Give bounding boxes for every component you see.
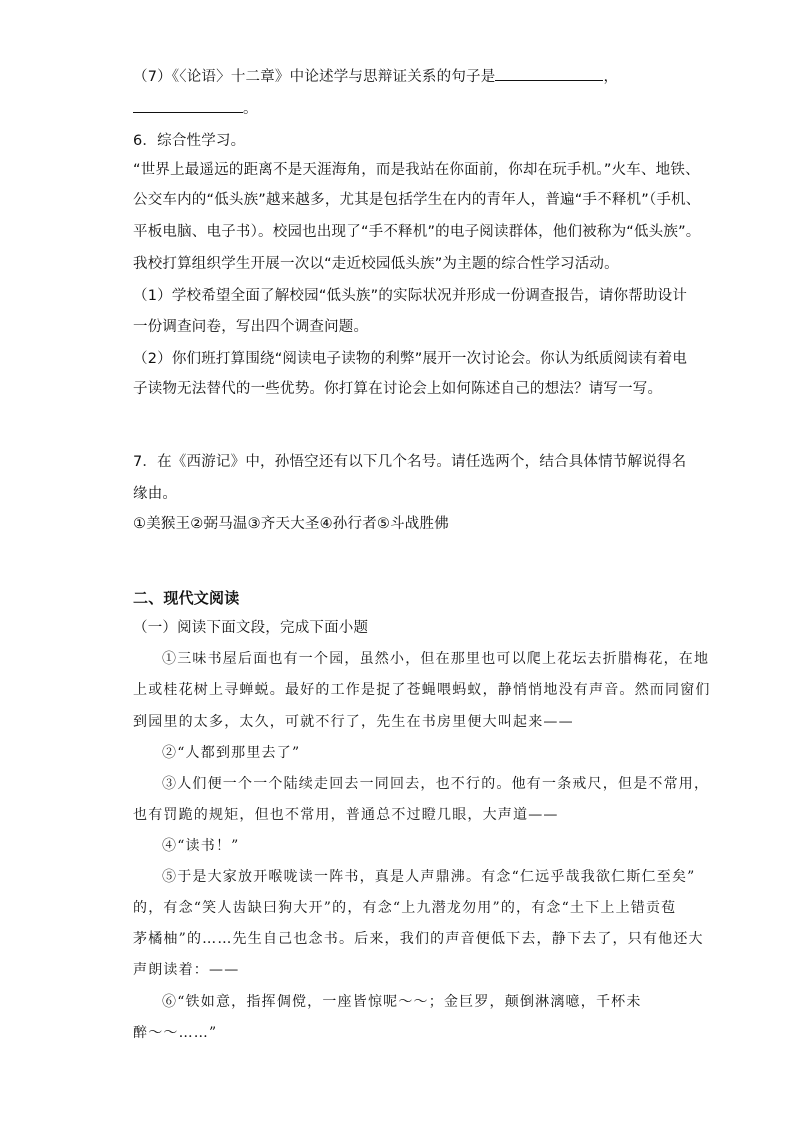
passage-line: 醉～～……” <box>133 1025 218 1041</box>
question-5-7-comma: ， <box>603 69 619 85</box>
passage-line: 茅橘柚”的……先生自己也念书。后来，我们的声音便低下去，静下去了，只有他还大 <box>133 931 704 947</box>
passage-line: ⑤于是大家放开喉咙读一阵书，真是人声鼎沸。有念“仁远乎哉我欲仁斯仁至矣” <box>162 869 696 885</box>
question-5-7 <box>133 66 618 88</box>
passage-line: 到园里的太多，太久，可就不行了，先生在书房里便大叫起来—— <box>133 714 574 730</box>
passage-line: 的，有念“笑人齿缺曰狗大开”的，有念“上九潜龙勿用”的，有念“土下上上错贡苞 <box>133 900 677 916</box>
question-5-7-continued <box>133 98 258 120</box>
question-6-line: 我校打算组织学生开展一次以“走近校园低头族”为主题的综合性学习活动。 <box>133 256 619 272</box>
question-6-line: （2）你们班打算围绕“阅读电子读物的利弊”展开一次讨论会。你认为纸质阅读有着电 <box>133 351 688 367</box>
question-6-line: 子读物无法替代的一些优势。你打算在讨论会上如何陈述自己的想法？请写一写。 <box>133 381 663 397</box>
answer-blank-2[interactable] <box>133 98 243 113</box>
passage-line: ②“人都到那里去了” <box>162 745 301 761</box>
question-7-line: 缘由。 <box>133 486 178 502</box>
passage-line: ①三味书屋后面也有一个园，虽然小，但在那里也可以爬上花坛去折腊梅花，在地 <box>162 651 710 667</box>
question-6-title: 6．综合性学习。 <box>133 133 246 149</box>
question-6-line: “世界上最遥远的距离不是天涯海角，而是我站在你面前，你却在玩手机。”火车、地铁、 <box>133 162 700 178</box>
section-subtitle: （一）阅读下面文段，完成下面小题 <box>133 620 369 636</box>
passage-line: 也有罚跪的规矩，但也不常用，普通总不过瞪几眼，大声道—— <box>133 807 559 823</box>
answer-blank-1[interactable] <box>495 66 603 81</box>
passage-line: ③人们便一个一个陆续走回去一同回去，也不行的。他有一条戒尺，但是不常用， <box>162 776 710 792</box>
passage-line: 上或桂花树上寻蝉蜕。最好的工作是捉了苍蝇喂蚂蚁，静悄悄地没有声音。然而同窗们 <box>133 682 711 698</box>
question-7-options: ①美猴王②弼马温③齐天大圣④孙行者⑤斗战胜佛 <box>133 516 449 532</box>
question-6-line: （1）学校希望全面了解校园“低头族”的实际状况并形成一份调查报告，请你帮助设计 <box>133 288 688 304</box>
question-7-line: 7．在《西游记》中，孙悟空还有以下几个名号。请任选两个，结合具体情节解说得名 <box>133 454 687 470</box>
question-5-7-period: 。 <box>243 101 258 117</box>
question-6-line: 一份调查问卷，写出四个调查问题。 <box>133 319 369 335</box>
passage-line: 声朗读着：—— <box>133 962 240 978</box>
passage-line: ⑥“铁如意，指挥倜傥，一座皆惊呢～～；金巨罗，颠倒淋漓噫，千杯未 <box>162 994 642 1010</box>
passage-line: ④“读书！” <box>162 838 240 854</box>
question-6-line: 公交车内的“低头族”越来越多，尤其是包括学生在内的青年人，普遍“手不释机”（手机、 <box>133 192 701 208</box>
section-title: 二、现代文阅读 <box>133 589 240 607</box>
question-5-7-text: （7）《〈论语〉十二章》中论述学与思辩证关系的句子是 <box>133 69 496 85</box>
question-6-line: 平板电脑、电子书）。校园也出现了“手不释机”的电子阅读群体，他们被称为“低头族”。 <box>133 224 701 240</box>
